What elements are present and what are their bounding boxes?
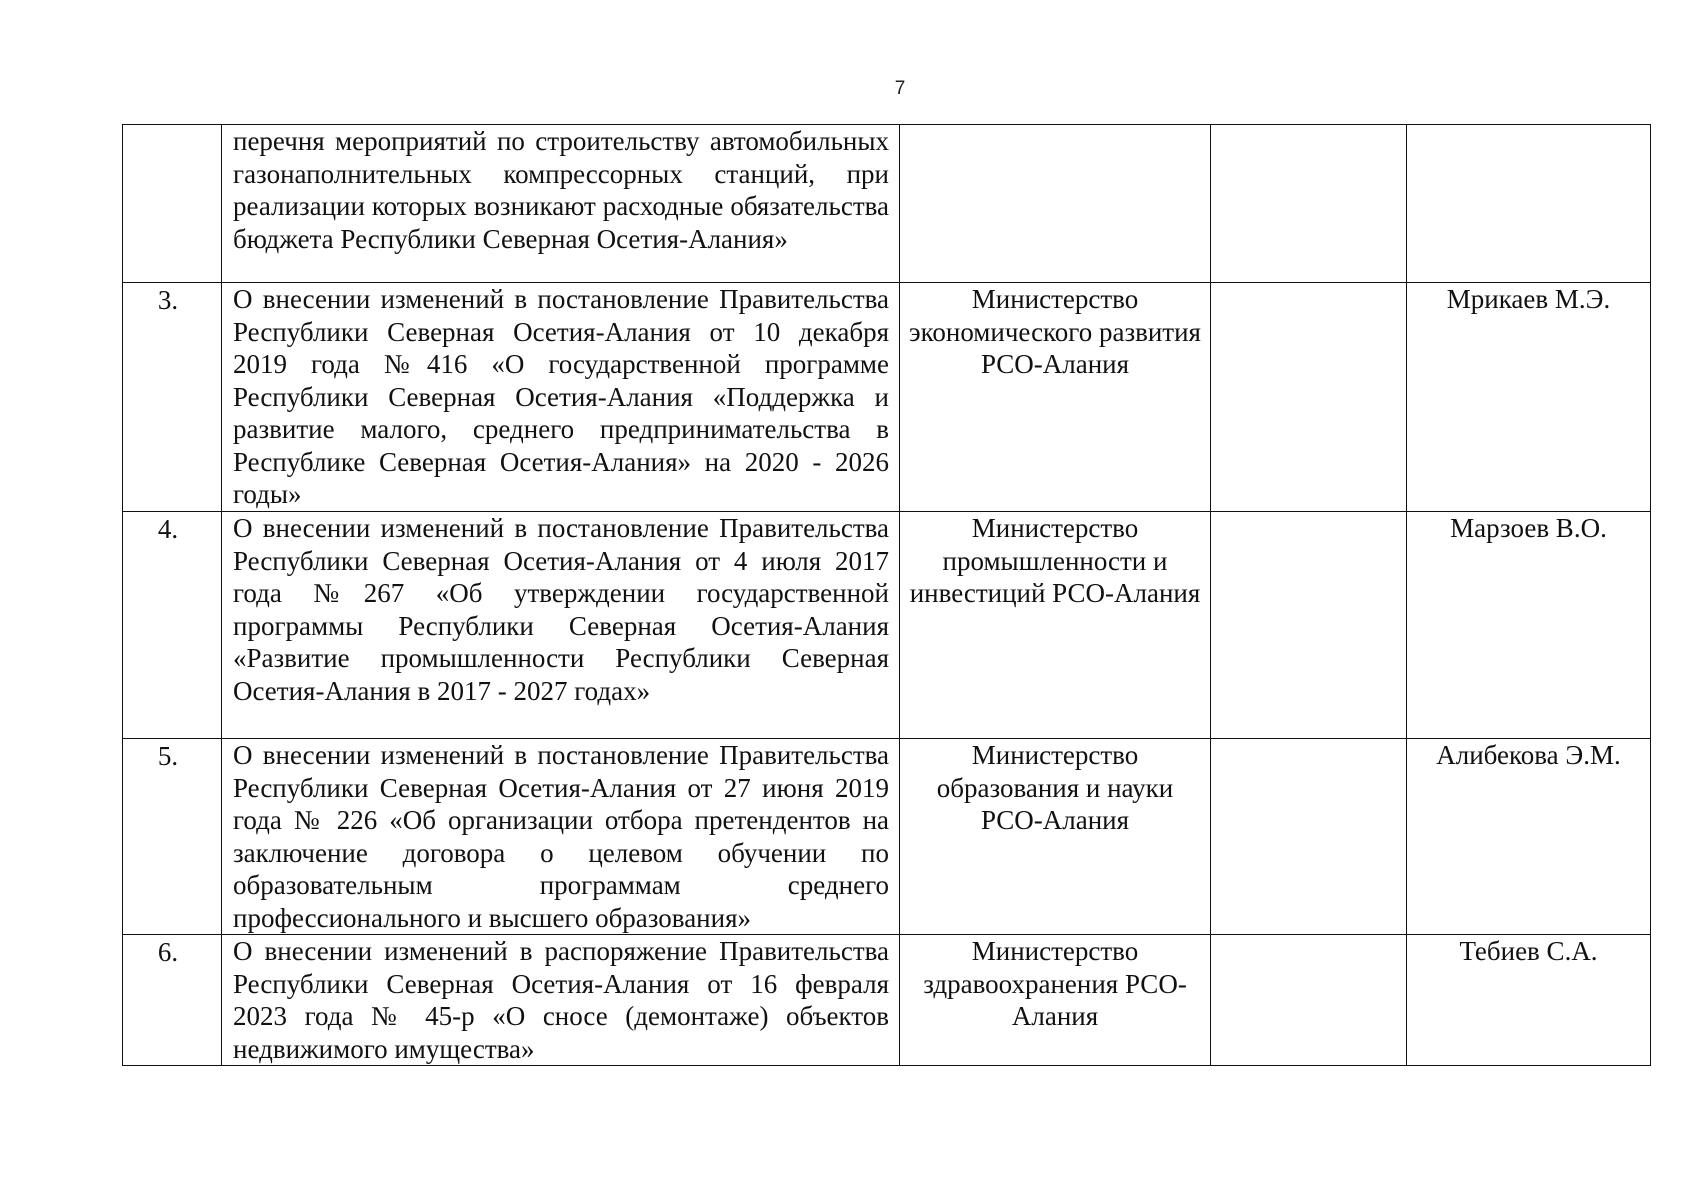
table-row — [123, 739, 1651, 935]
org-cell — [900, 512, 1211, 739]
row-organization: Министерство экономического развития РСО-Алания — [909, 284, 1201, 379]
person-cell — [1407, 935, 1651, 1066]
row-responsible: Марзоев В.О. — [1450, 513, 1607, 543]
title-cell — [222, 125, 900, 283]
row-number-cell — [123, 935, 222, 1066]
row-organization: Министерство образования и науки РСО-Алания — [936, 740, 1174, 835]
person-cell — [1407, 512, 1651, 739]
row-number: 4. — [157, 514, 179, 544]
row-number: 6. — [157, 937, 179, 967]
measures-table — [122, 124, 1651, 1066]
row-title: О внесении изменений в постановление Правительства Республики Северная Осетия-Алания от 4 июля 2017 года №267 «Об утверждении государственной программы Республики Северная Осетия-Алания «Развитие промышленности Республики Северная Осетия-Алания в 2017 - 2027 годах» — [233, 513, 889, 706]
empty-cell — [1211, 283, 1407, 512]
person-cell — [1407, 739, 1651, 935]
row-number-cell — [123, 283, 222, 512]
empty-cell — [1211, 739, 1407, 935]
row-number-cell — [123, 739, 222, 935]
row-responsible: Тебиев С.А. — [1459, 936, 1598, 966]
row-number: 3. — [157, 285, 179, 315]
row-title: О внесении изменений в постановление Правительства Республики Северная Осетия-Алания от 27 июня 2019 года № 226 «Об организации отбора претендентов на заключение договора о целевом обучении по образовательным программам среднего профессионального и высшего образования» — [233, 740, 889, 933]
row-number-cell — [123, 125, 222, 283]
empty-cell — [1211, 935, 1407, 1066]
org-cell — [900, 935, 1211, 1066]
row-number-cell — [123, 512, 222, 739]
title-cell — [222, 283, 900, 512]
org-cell — [900, 739, 1211, 935]
row-title: О внесении изменений в распоряжение Правительства Республики Северная Осетия-Алания от 16 февраля 2023 года № 45-р «О сносе (демонтаже) объектов недвижимого имущества» — [233, 936, 889, 1064]
table-row — [123, 935, 1651, 1066]
table-row — [123, 125, 1651, 283]
org-cell — [900, 125, 1211, 283]
title-cell — [222, 739, 900, 935]
person-cell — [1407, 283, 1651, 512]
row-organization: Министерство промышленности и инвестиций РСО-Алания — [909, 513, 1201, 608]
row-responsible: Мрикаев М.Э. — [1446, 284, 1611, 314]
page-number: 7 — [894, 78, 906, 99]
table-row — [123, 512, 1651, 739]
row-title: перечня мероприятий по строительству автомобильных газонаполнительных компрессорных станций, при реализации которых возникают расходные обязательства бюджета Республики Северная Осетия-Алания» — [233, 126, 889, 254]
title-cell — [222, 935, 900, 1066]
empty-cell — [1211, 512, 1407, 739]
person-cell — [1407, 125, 1651, 283]
row-organization: Министерство здравоохранения РСО-Алания — [923, 936, 1187, 1031]
org-cell — [900, 283, 1211, 512]
empty-cell — [1211, 125, 1407, 283]
title-cell — [222, 512, 900, 739]
row-responsible: Алибекова Э.М. — [1436, 740, 1621, 770]
row-number: 5. — [157, 741, 179, 771]
row-title: О внесении изменений в постановление Правительства Республики Северная Осетия-Алания от 10 декабря 2019 года №416 «О государственной программе Республики Северная Осетия-Алания «Поддержка и развитие малого, среднего предпринимательства в Республике Северная Осетия-Алания» на 2020 - 2026 годы» — [233, 284, 889, 509]
row-number — [123, 125, 221, 126]
table-row — [123, 283, 1651, 512]
